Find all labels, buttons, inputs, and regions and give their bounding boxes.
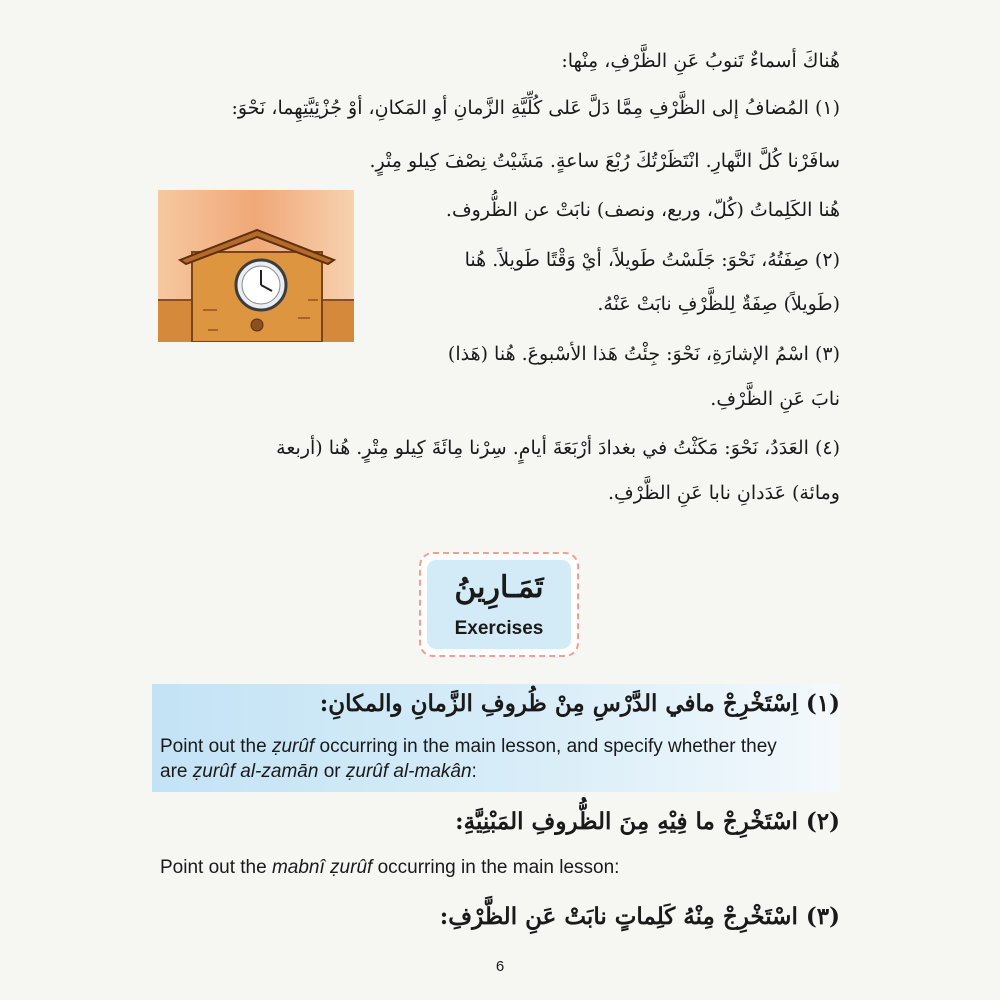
exercise-1-arabic: (١) اِسْتَخْرِجْ مافي الدَّرْسِ مِنْ ظُروفِ الزَّمانِ والمكانِ: — [319, 690, 840, 717]
text-line-6: (طَويلاً) صِفَةٌ لِلظَّرْفِ نابَتْ عَنْهُ. — [597, 293, 840, 315]
text-line-8: نابَ عَنِ الظَّرْفِ. — [710, 388, 840, 410]
exercise-1-text-d: or — [318, 760, 346, 782]
exercise-2-english — [160, 856, 840, 881]
page-number: 6 — [495, 958, 505, 975]
exercise-2-arabic: (٢) اسْتَخْرِجْ ما فِيْهِ مِنَ الظُّروفِ المَبْنِيَّةِ: — [455, 808, 840, 835]
exercises-title-arabic: تَمَـارِينُ — [454, 570, 544, 605]
exercises-header-box — [419, 552, 579, 657]
exercise-1-text-e: : — [471, 760, 477, 782]
exercise-1-text-a: Point out the — [160, 736, 272, 757]
exercise-2-term-mabni: mabnî ẓurûf — [271, 857, 373, 878]
text-line-9: (٤) العَدَدُ، نَحْوَ: مَكَثْتُ في بغدادَ أرْبَعَةَ أيامٍ. سِرْنا مِائَةَ كِيلو مِتْرٍ. هُنا (أربعة — [276, 437, 840, 459]
exercise-1-text-c: are — [160, 760, 193, 782]
clock-tower-illustration — [158, 190, 354, 342]
text-line-5: (٢) صِفَتُهُ، نَحْوَ: جَلَسْتُ طَويلاً، أيْ وَقْتًا طَويلاً. هُنا — [464, 249, 840, 271]
text-line-10: ومائة) عَدَدانِ نابا عَنِ الظَّرْفِ. — [607, 482, 840, 504]
text-line-7: (٣) اسْمُ الإشارَةِ، نَحْوَ: جِئْتُ هَذا الأسْبوعَ. هُنا (هَذا) — [447, 343, 840, 365]
text-line-1: هُناكَ أسماءٌ تَنوبُ عَنِ الظَّرْفِ، مِنْها: — [561, 50, 840, 72]
exercise-3-arabic: (٣) اسْتَخْرِجْ مِنْهُ كَلِماتٍ نابَتْ عَنِ الظَّرْفِ: — [439, 903, 840, 930]
text-line-3: سافَرْنا كُلَّ النَّهارِ. انْتَظَرْتُكَ رُبْعَ ساعةٍ. مَشَيْتُ نِصْفَ كِيلو مِتْرٍ. — [369, 150, 840, 172]
exercise-1-english — [160, 735, 840, 784]
exercises-title-english: Exercises — [454, 618, 544, 639]
exercise-1-text-b: occurring in the main lesson, and specify whether they — [314, 736, 777, 757]
exercise-1-term-zaman: ẓurûf al-zamān — [192, 760, 319, 782]
exercise-1-term-zuruf: ẓurûf — [271, 736, 315, 757]
exercise-1-term-makan: ẓurûf al-makân — [345, 760, 472, 782]
exercise-2-text-b: occurring in the main lesson: — [372, 857, 620, 878]
text-line-2: (١) المُضافُ إلى الظَّرْفِ مِمَّا دَلَّ عَلى كُلِّيَّةِ الزَّمانِ أوِ المَكانِ، أوْ جُزْئِيَّتِهِما، نَحْوَ: — [231, 97, 840, 119]
text-line-4: هُنا الكَلِماتُ (كُلّ، وربع، ونصف) نابَتْ عن الظُّروف. — [445, 199, 840, 221]
exercise-2-text-a: Point out the — [160, 857, 272, 878]
